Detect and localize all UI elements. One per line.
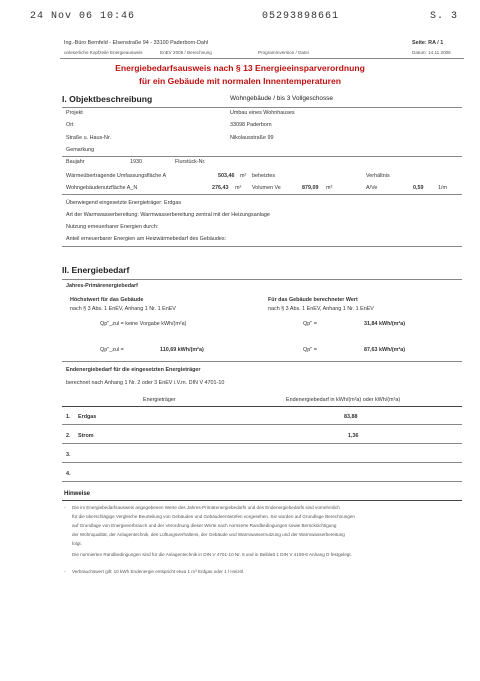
qp-value-1: 31,84 kWh/(m²a) (364, 321, 406, 327)
value-strasse: Nikolausstraße 99 (230, 135, 274, 141)
hints-heading: Hinweise (64, 491, 91, 497)
hints-rule (62, 500, 462, 501)
small-left-2: EnEV 2006 / Berechnung (160, 50, 212, 55)
table-head-left: Energieträger (143, 397, 176, 403)
hint-line-1: Die im Energiebedarfsausweis angegebenen Werte des Jahres-Primärenergiebedarfs und des Endenergiebedarfs sind vornehmlich (72, 505, 340, 510)
right-head: Für das Gebäude berechneter Wert (268, 297, 358, 303)
row-2-rule (62, 443, 462, 444)
document-subtitle: für ein Gebäude mit normalen Innentemperaturen (139, 76, 341, 86)
left-head: Höchstwert für das Gebäude (70, 297, 144, 303)
label-nutzflaeche: Wohngebäudenutzfläche A_N (66, 185, 138, 191)
row-1-name: Erdgas (78, 414, 97, 420)
row-3-idx: 3. (66, 452, 71, 458)
page-label: Seite: RA / 1 (412, 40, 444, 46)
label-ratio: A/Ve (366, 185, 378, 191)
rule-3 (62, 194, 462, 195)
value-nutzflaeche: 276,43 (212, 185, 229, 191)
section1-heading: I. Objektbeschreibung (62, 94, 153, 104)
row-4-rule (62, 481, 462, 482)
hint-line-4: der Wohnqualität, der Anlagentechnik, des Lüftungsverhaltens, der Gebäude und Warmwassernutzung und der Warmwasserbereitung (72, 532, 345, 537)
label-area: Wärmeübertragende Umfassungsfläche A (66, 173, 167, 179)
label-baujahr: Baujahr (66, 159, 85, 165)
endenergie-ref: berechnet nach Anhang 1 Nr. 2 oder 3 EnEV i.V.m. DIN V 4701-10 (66, 380, 225, 386)
fax-date: 24 Nov 06 10:46 (30, 11, 136, 22)
row-1-rule (62, 424, 462, 425)
right-ref: nach § 3 Abs. 1 EnEV, Anhang 1 Nr. 1 EnEV (268, 306, 374, 312)
row-2-value: 1,36 (348, 433, 359, 439)
unit-area: m² (240, 173, 247, 179)
label-beheizt: beheiztes (252, 173, 276, 179)
row-1-idx: 1. (66, 414, 71, 420)
unit-ratio: 1/m (438, 185, 447, 191)
fax-number: 05293898661 (262, 11, 340, 22)
section2-heading: II. Energiebedarf (62, 265, 130, 275)
small-mid: Programmversion / Datei (258, 50, 309, 55)
value-baujahr: 1930 (130, 159, 142, 165)
qp-zul-value-2: 110,69 kWh/(m²a) (160, 347, 204, 353)
rule-5 (62, 279, 462, 280)
qp-zul-1: Qp''_zul = keine Vorgabe kWh/(m²a) (100, 321, 187, 327)
row-3-rule (62, 462, 462, 463)
building-type: Wohngebäude / bis 3 Vollgeschosse (230, 95, 333, 102)
label-projekt: Projekt (66, 110, 83, 116)
label-ort: Ort (66, 122, 74, 128)
energietraeger-line: Überwiegend eingesetzte Energieträger: Erdgas (66, 200, 182, 206)
qp-label-2: Qp'' = (303, 347, 317, 353)
label-volume: Volumen Ve (252, 185, 281, 191)
hint-line-2: für die überschlägige Vergleiche Beurteilung von Gebäuden und Gebäudeentwürfen vorgesehen. Sie wurden auf Grundlage Berechnungen (72, 514, 355, 519)
qp-zul-2: Qp''_zul = (100, 347, 124, 353)
document-title: Energiebedarfsausweis nach § 13 Energieeinsparverordnung (115, 63, 365, 73)
small-left-1: unleserliche Kopfzeile Energieausweis (64, 50, 143, 55)
bullet-2-dot: - (64, 569, 66, 574)
row-2-name: Strom (78, 433, 94, 439)
header-rule (60, 58, 464, 59)
value-ort: 33098 Paderborn (230, 122, 272, 128)
qp-label-1: Qp'' = (303, 321, 317, 327)
table-head-right: Endenergiebedarf in kWh/(m²a) oder kWh/(m³a) (286, 397, 401, 403)
value-area: 503,46 (218, 173, 235, 179)
rule-6 (62, 361, 462, 362)
rule-2 (62, 156, 462, 157)
label-gemarkung: Gemarkung (66, 147, 95, 153)
left-ref: nach § 3 Abs. 1 EnEV, Anhang 1 Nr. 1 EnEV (70, 306, 176, 312)
value-ratio: 0,59 (413, 185, 424, 191)
anteil-line: Anteil erneuerbarer Energien am Heizwärmebedarf des Gebäudes: (66, 236, 227, 242)
hint-line-6: Die normierten Randbedingungen sind für die Anlagentechnik in DIN V 4701-10 Nr. 5 und in Beiblatt 1 DIN V 4108-6 Anhang D festgelegt. (72, 552, 352, 557)
label-strasse: Straße u. Haus-Nr. (66, 135, 111, 141)
unit-nutzflaeche: m² (235, 185, 242, 191)
bullet-1-dot: - (64, 505, 66, 510)
warmwasser-line: Art der Warmwasserbereitung: Warmwasserbereitung zentral mit der Heizungsanlage (66, 212, 270, 218)
value-volume: 879,09 (302, 185, 319, 191)
rule-4 (62, 246, 462, 247)
row-2-idx: 2. (66, 433, 71, 439)
table-rule (62, 406, 462, 407)
row-4-idx: 4. (66, 471, 71, 477)
value-projekt: Umbau eines Wohnhauses (230, 110, 295, 116)
small-right: Datum: 14.11.2006 (412, 50, 451, 55)
unit-volume: m³ (326, 185, 333, 191)
hint-bullet-2: Verbrauchswert gilt: 10 kWh Endenergie entspricht etwa 1 m³ Erdgas oder 1 l Heizöl. (72, 569, 245, 574)
row-1-value: 83,88 (344, 414, 358, 420)
engineer-address: Ing.-Büro Bernfeld - Elsenstraße 94 - 33100 Paderborn-Dahl (64, 40, 209, 46)
primary-energy-sub: Jahres-Primärenergiebedarf (66, 283, 138, 289)
erneuerbar-line: Nutzung erneuerbarer Energien durch: (66, 224, 159, 230)
label-verhaeltnis: Verhältnis (366, 173, 390, 179)
endenergie-head: Endenergiebedarf für die eingesetzten Energieträger (66, 367, 201, 373)
rule-1 (62, 107, 462, 108)
hint-line-5: folgt. (72, 541, 82, 546)
label-flurstueck: Flurstück-Nr. (175, 159, 206, 165)
qp-value-2: 87,63 kWh/(m²a) (364, 347, 406, 353)
fax-page: S. 3 (430, 11, 459, 22)
hint-line-3: auf Grundlage von Energieverbrauch und der Verordnung dieser Werte nach normierte Randbedingungen sowie Berücksichtigung (72, 523, 337, 528)
